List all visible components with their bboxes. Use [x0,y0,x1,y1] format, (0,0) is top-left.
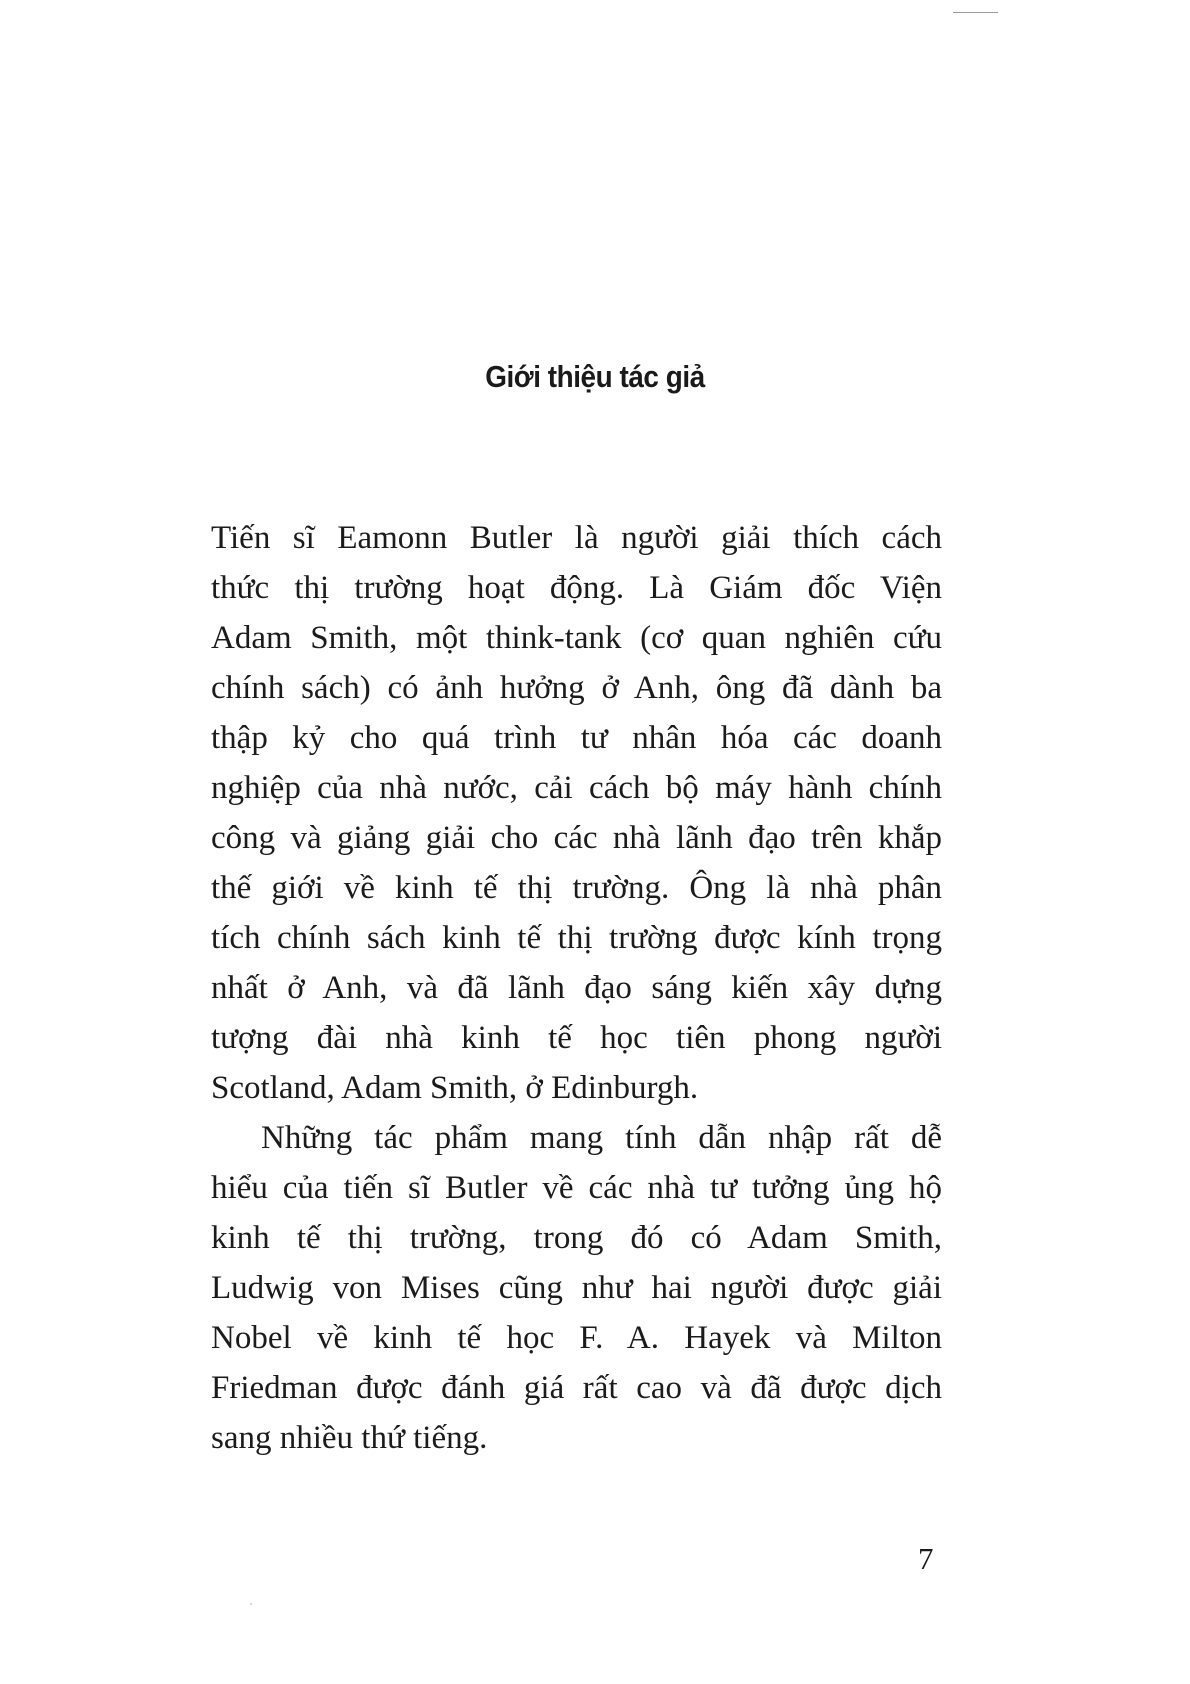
page-number: 7 [918,1541,934,1576]
text-line: Scotland, Adam Smith, ở Edinburgh. [211,1070,699,1106]
text-line: sang nhiều thứ tiếng. [211,1420,488,1456]
page-title: Giới thiệu tác giả [485,358,705,394]
text-line: chính sách) có ảnh hưởng ở Anh, ông đã dành ba [211,670,942,706]
header-rule [953,12,998,13]
text-line: tượng đài nhà kinh tế học tiên phong người [211,1020,942,1056]
paragraph-2 [211,1113,942,1463]
text-line: thức thị trường hoạt động. Là Giám đốc Viện [211,570,942,606]
text-line: Friedman được đánh giá rất cao và đã được dịch [211,1370,942,1406]
text-line: nghiệp của nhà nước, cải cách bộ máy hành chính [211,770,942,806]
scan-speck [250,1603,252,1605]
body-text [211,513,942,1463]
text-line: Nobel về kinh tế học F. A. Hayek và Milton [211,1320,942,1356]
text-line: nhất ở Anh, và đã lãnh đạo sáng kiến xây dựng [211,970,942,1006]
text-line: công và giảng giải cho các nhà lãnh đạo trên khắp [211,820,942,856]
text-line: Ludwig von Mises cũng như hai người được giải [211,1270,942,1306]
text-line: thế giới về kinh tế thị trường. Ông là nhà phân [211,870,942,906]
text-line: Adam Smith, một think-tank (cơ quan nghiên cứu [211,620,942,656]
text-line: tích chính sách kinh tế thị trường được kính trọng [211,920,942,956]
text-line: Những tác phẩm mang tính dẫn nhập rất dễ [261,1120,942,1156]
text-line: Tiến sĩ Eamonn Butler là người giải thích cách [211,520,942,556]
text-line: thập kỷ cho quá trình tư nhân hóa các doanh [211,720,942,756]
text-line: kinh tế thị trường, trong đó có Adam Smith, [211,1220,942,1256]
text-line: hiểu của tiến sĩ Butler về các nhà tư tưởng ủng hộ [211,1170,942,1206]
paragraph-1 [211,513,942,1113]
